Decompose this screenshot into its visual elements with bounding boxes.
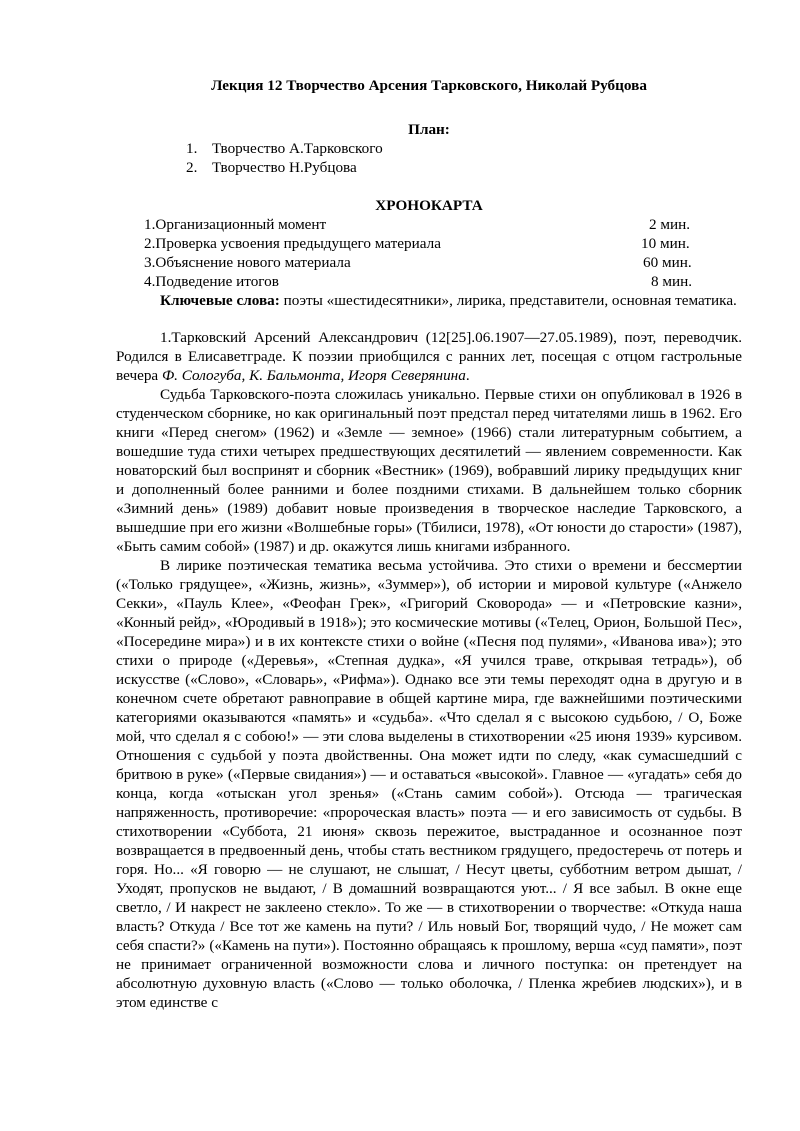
chronocard-duration: 2 мин.	[649, 216, 691, 233]
chronocard-stage: 4.Подведение итогов	[144, 273, 279, 290]
paragraph-biography	[116, 328, 742, 385]
plan-item-text: Творчество Н.Рубцова	[212, 159, 357, 176]
paragraph-fate: Судьба Тарковского-поэта сложилась уникально. Первые стихи он опубликовал в 1926 в студенческом сборнике, но как оригинальный поэт предстал перед читателями лишь в 1962. Его книги «Перед снегом» (1962) и «Земле — земное» (1966) стали литературным событием, а вошедшие туда стихи четырех предшествующих десятилетий — явлением современности. Как новаторский был воспринят и сборник «Вестник» (1969), вобравший лирику предыдущих книг и дополненный более ранними и более поздними стихами. В дальнейшем только сборник «Зимний день» (1989) добавит новые произведения в творческое наследие Тарковского, а вышедшие при его жизни «Волшебные горы» (Тбилиси, 1978), «От юности до старости» (1987), «Быть самим собой» (1987) и др. окажутся лишь книгами избранного.	[116, 386, 742, 555]
chronocard-stage: 1.Организационный момент	[144, 216, 327, 233]
chronocard-duration: 10 мин.	[641, 235, 690, 252]
plan-item	[186, 158, 742, 177]
paragraph-themes: В лирике поэтическая тематика весьма устойчива. Это стихи о времени и бессмертии («Только грядущее», «Жизнь, жизнь», «Зуммер»), об истории и мировой культуре («Анжело Секки», «Пауль Клее», «Феофан Грек», «Григорий Сковорода» — и «Петровские казни», «Конный рейд», «Юродивый в 1918»); это космические мотивы («Телец, Орион, Большой Пес», «Посередине мира») и в их контексте стихи о войне («Песня под пулями», «Иванова ива»); это стихи о природе («Деревья», «Степная дудка», «Я учился траве, открывая тетрадь»), об искусстве («Слово», «Словарь», «Рифма»). Однако все эти темы переходят одна в другую и в конечном счете обретают равноправие в общей картине мира, где важнейшими поэтическими категориями оказываются «память» и «судьба». «Что сделал я с высокою судьбою, / О, Боже мой, что сделал я с собою!» — эти слова выделены в стихотворении «25 июня 1939» курсивом. Отношения с судьбой у поэта двойственны. Она может идти по следу, «как сумасшедший с бритвою в руке» («Первые свидания») — и оставаться «высокой». Главное — «угадать» себя до конца, когда «отыскан угол зренья» («Стань самим собой»). Отсюда — трагическая напряженность, противоречие: «пророческая власть» поэта — и его зависимость от судьбы. В стихотворении «Суббота, 21 июня» сквозь пережитое, выстраданное и осознанное поэт возвращается в предвоенный день, чтобы стать вестником грядущего, предостеречь от потерь и горя. Но... «Я говорю — не слушают, не слышат, / Несут цветы, субботним ветром дышат, / Уходят, пропусков не выдают, / В домашний возвращаются уют... / Я все забыл. В окне еще светло, / И накрест не заклеено стекло». То же — в стихотворении о творчестве: «Откуда наша власть? Откуда / Все тот же камень на пути? / Иль новый Бог, творящий чудо, / Не может сам себя спасти?» («Камень на пути»). Постоянно обращаясь к прошлому, верша «суд памяти», поэт не принимает ограниченной возможности слова и личного поступка: он претендует на абсолютную духовную власть («Слово — только оболочка, / Пленка жребиев людских»), и в этом единстве с	[116, 557, 742, 1011]
chronocard-duration: 8 мин.	[651, 273, 693, 290]
keywords-label: Ключевые слова:	[160, 292, 280, 309]
chronocard-stage: 2.Проверка усвоения предыдущего материала	[144, 235, 441, 252]
paragraph-text: .	[465, 367, 470, 384]
chronocard-row	[144, 272, 742, 291]
chronocard-table	[116, 215, 742, 291]
keywords-paragraph	[116, 291, 742, 310]
keywords-text: поэты «шестидесятники», лирика, представители, основная тематика.	[279, 292, 737, 309]
chronocard-heading: ХРОНОКАРТА	[375, 197, 483, 214]
plan-list	[116, 139, 742, 177]
lecture-title: Лекция 12 Творчество Арсения Тарковского, Николай Рубцова	[211, 77, 647, 94]
chronocard-row	[144, 215, 742, 234]
paragraph-text: 1.Тарковский Арсений Александрович (12[25].06.1907—27.05.1989), поэт, переводчик. Родился в Елисаветграде. К поэзии приобщился с ранних лет, посещая с отцом гастрольные вечера	[116, 329, 742, 384]
document-page	[116, 64, 742, 1012]
plan-item-number: 2.	[186, 159, 198, 176]
plan-heading: План:	[408, 121, 450, 138]
plan-item-number: 1.	[186, 140, 198, 157]
plan-item	[186, 139, 742, 158]
chronocard-row	[144, 253, 742, 272]
italic-names: Ф. Сологуба, К. Бальмонта, Игоря Северянина	[161, 367, 466, 384]
chronocard-duration: 60 мин.	[643, 254, 692, 271]
chronocard-stage: 3.Объяснение нового материала	[144, 254, 351, 271]
plan-item-text: Творчество А.Тарковского	[212, 140, 383, 157]
chronocard-row	[144, 234, 742, 253]
